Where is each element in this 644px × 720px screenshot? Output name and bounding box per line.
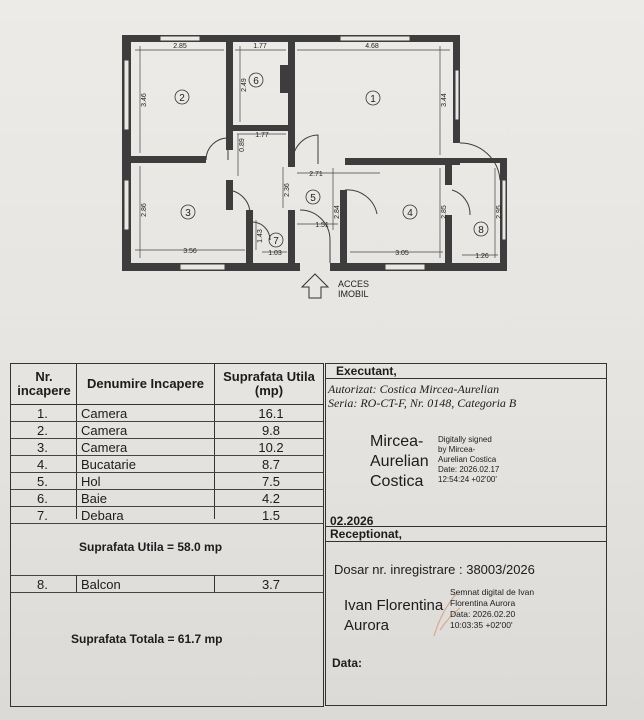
- dim-hol-height: 2.84: [334, 205, 341, 219]
- dim-r3-width: 3.56: [183, 248, 197, 255]
- row-nr: 7.: [37, 508, 48, 523]
- table-row-balcony: [11, 575, 323, 593]
- sig-name-line: Aurelian: [370, 453, 429, 470]
- sig-detail-line: Florentina Aurora: [450, 598, 516, 608]
- row-area: 3.7: [261, 577, 281, 592]
- rooms-table: [10, 363, 324, 707]
- total-totala: Suprafata Totala = 61.7 mp: [71, 632, 223, 646]
- row-name: Hol: [81, 474, 101, 489]
- sig-name-line: Aurora: [344, 617, 390, 634]
- table-row: [11, 490, 323, 507]
- executant-panel: [325, 363, 607, 706]
- room-label-8: 8: [478, 225, 484, 236]
- sig-detail-line: by Mircea-: [438, 445, 476, 454]
- header-name: Denumire Incapere: [86, 376, 205, 391]
- sig-detail-line: Digitally signed: [438, 435, 492, 444]
- header-area-line2: (mp): [254, 383, 284, 398]
- dim-r4-height: 2.85: [441, 205, 448, 219]
- sig-detail-line: Data: 2026.02.20: [450, 609, 516, 619]
- dim-r1-width: 4.68: [365, 43, 379, 50]
- signature-details-executant: [438, 435, 499, 485]
- sig-detail-line: 12:54:24 +02'00': [438, 475, 497, 484]
- table-row: [11, 507, 323, 524]
- row-area: 7.5: [261, 474, 281, 489]
- executant-title: Executant,: [336, 364, 397, 378]
- dim-hall-height: 2.36: [284, 183, 291, 197]
- header-nr: [11, 370, 77, 398]
- sig-detail-line: Date: 2026.02.17: [438, 465, 500, 474]
- dim-hall-width: 1.51: [315, 222, 329, 229]
- row-name: Camera: [81, 406, 128, 421]
- room-label-3: 3: [185, 208, 191, 219]
- row-name: Camera: [81, 440, 128, 455]
- received-title: Receptionat,: [330, 527, 403, 541]
- signature-name-executant: [370, 432, 429, 492]
- dim-r8-width: 1.26: [475, 253, 489, 260]
- room-label-4: 4: [407, 208, 413, 219]
- signature-details-receptor: [450, 587, 534, 631]
- dim-r7-width: 1.03: [268, 250, 282, 257]
- dim-r7-height: 1.43: [257, 229, 264, 243]
- floor-plan: [0, 0, 644, 300]
- row-name: Baie: [81, 491, 108, 506]
- executant-date: 02.2026: [330, 514, 374, 528]
- dim-r3-height: 2.86: [141, 203, 148, 217]
- dim-r4-width: 3.05: [395, 250, 409, 257]
- row-name: Debara: [81, 508, 124, 523]
- dim-r1-height: 3.44: [441, 93, 448, 107]
- sig-detail-line: Semnat digital de Ivan: [450, 587, 535, 597]
- row-nr: 8.: [37, 577, 48, 592]
- row-area: 9.8: [261, 423, 281, 438]
- header-nr-line1: Nr.: [35, 369, 53, 384]
- table-row: [11, 456, 323, 473]
- row-nr: 3.: [37, 440, 48, 455]
- row-nr: 1.: [37, 406, 48, 421]
- access-label-1: ACCES: [338, 279, 370, 289]
- room-label-6: 6: [253, 76, 259, 87]
- header-area-line1: Suprafata Utila: [223, 369, 315, 384]
- dim-door: 0.89: [239, 138, 246, 152]
- dim-hall-top: 1.77: [255, 132, 269, 139]
- table-row: [11, 439, 323, 456]
- dosar-text: Dosar nr. inregistrare : 38003/2026: [334, 562, 535, 577]
- row-area: 8.7: [261, 457, 281, 472]
- row-name: Camera: [81, 423, 128, 438]
- dim-r6-width: 1.77: [253, 43, 267, 50]
- room-label-7: 7: [273, 236, 279, 247]
- sig-name-line: Costica: [370, 473, 424, 490]
- row-area: 4.2: [261, 491, 281, 506]
- table-row: [11, 473, 323, 490]
- row-nr: 4.: [37, 457, 48, 472]
- row-nr: 5.: [37, 474, 48, 489]
- dim-r2-width: 2.85: [173, 43, 187, 50]
- dim-r8-height: 2.95: [496, 205, 503, 219]
- sig-name-line: Ivan Florentina: [344, 597, 444, 614]
- column-divider: [76, 575, 77, 592]
- room-label-1: 1: [370, 94, 376, 105]
- series-text: Seria: RO-CT-F, Nr. 0148, Categoria B: [328, 396, 517, 410]
- header-area: [215, 370, 323, 398]
- access-arrow-icon: [302, 274, 328, 298]
- access-label-2: IMOBIL: [338, 289, 369, 299]
- dim-r6-height: 2.49: [241, 78, 248, 92]
- table-row: [11, 422, 323, 439]
- row-area: 1.5: [261, 508, 281, 523]
- total-utila: Suprafata Utila = 58.0 mp: [79, 540, 223, 554]
- column-divider: [214, 575, 215, 592]
- room-label-2: 2: [179, 93, 185, 104]
- divider: [326, 541, 606, 542]
- sig-detail-line: Aurelian Costica: [438, 455, 497, 464]
- dim-hall-mid: 2.71: [309, 171, 323, 178]
- row-area: 10.2: [258, 440, 284, 455]
- sig-name-line: Mircea-: [370, 433, 424, 450]
- row-area: 16.1: [258, 406, 284, 421]
- dim-r2-height: 3.46: [141, 93, 148, 107]
- row-name: Balcon: [81, 577, 121, 592]
- row-nr: 6.: [37, 491, 48, 506]
- data-label: Data:: [332, 656, 363, 670]
- authorized-text: Autorizat: Costica Mircea-Aurelian: [328, 382, 500, 396]
- room-label-5: 5: [310, 193, 316, 204]
- sig-detail-line: 10:03:35 +02'00': [450, 620, 513, 630]
- header-nr-line2: incapere: [17, 383, 71, 398]
- table-row: [11, 405, 323, 422]
- row-nr: 2.: [37, 423, 48, 438]
- row-name: Bucatarie: [81, 457, 136, 472]
